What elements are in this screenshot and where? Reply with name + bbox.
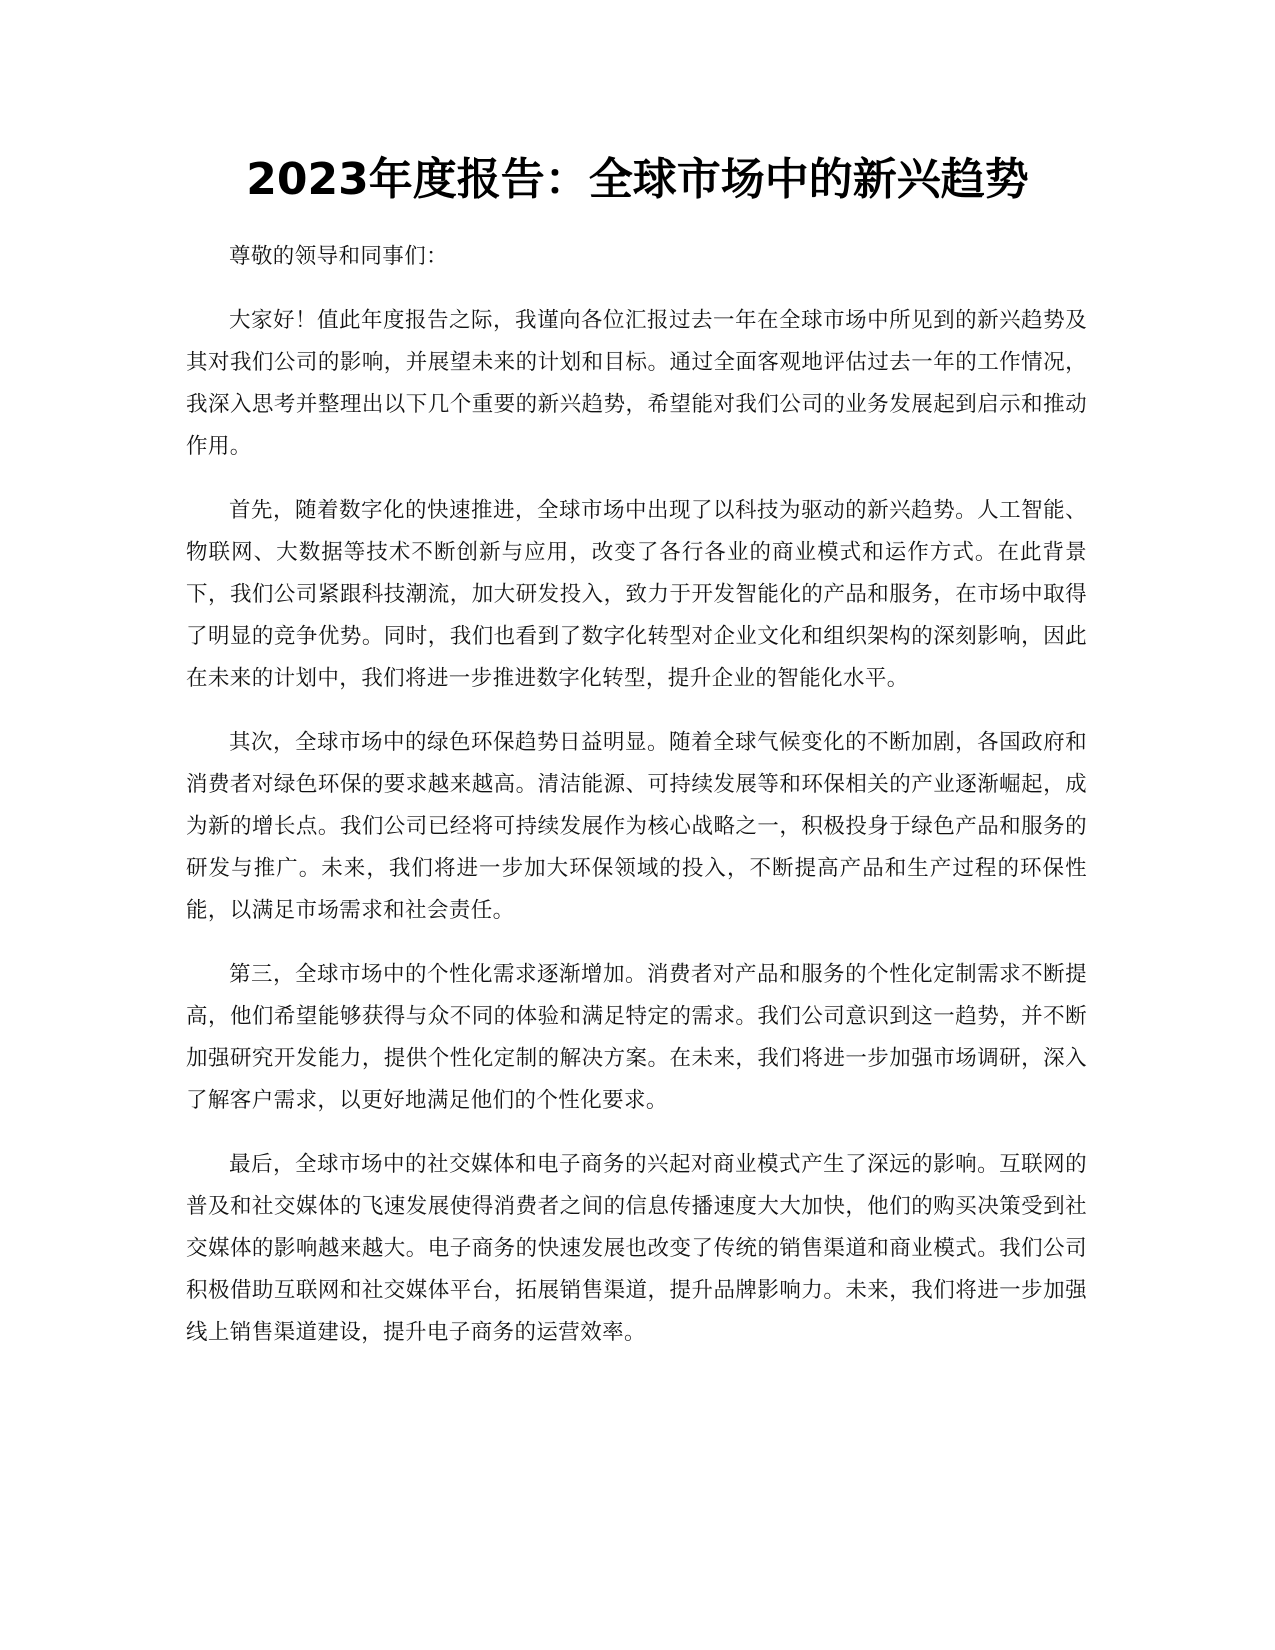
document-body bbox=[186, 236, 1087, 1376]
paragraph-personalization: 第三，全球市场中的个性化需求逐渐增加。消费者对产品和服务的个性化定制需求不断提高，他们希望能够获得与众不同的体验和满足特定的需求。我们公司意识到这一趋势，并不断加强研究开发能力，提供个性化定制的解决方案。在未来，我们将进一步加强市场调研，深入了解客户需求，以更好地满足他们的个性化要求。 bbox=[186, 962, 1087, 1113]
document-title: 2023年度报告：全球市场中的新兴趋势 bbox=[246, 154, 1029, 205]
paragraph-social-ecommerce: 最后，全球市场中的社交媒体和电子商务的兴起对商业模式产生了深远的影响。互联网的普及和社交媒体的飞速发展使得消费者之间的信息传播速度大大加快，他们的购买决策受到社交媒体的影响越来越大。电子商务的快速发展也改变了传统的销售渠道和商业模式。我们公司积极借助互联网和社交媒体平台，拓展销售渠道，提升品牌影响力。未来，我们将进一步加强线上销售渠道建设，提升电子商务的运营效率。 bbox=[186, 1152, 1087, 1345]
paragraph-green: 其次，全球市场中的绿色环保趋势日益明显。随着全球气候变化的不断加剧，各国政府和消费者对绿色环保的要求越来越高。清洁能源、可持续发展等和环保相关的产业逐渐崛起，成为新的增长点。我们公司已经将可持续发展作为核心战略之一，积极投身于绿色产品和服务的研发与推广。未来，我们将进一步加大环保领域的投入，不断提高产品和生产过程的环保性能，以满足市场需求和社会责任。 bbox=[186, 730, 1087, 923]
paragraph-digitalization: 首先，随着数字化的快速推进，全球市场中出现了以科技为驱动的新兴趋势。人工智能、物联网、大数据等技术不断创新与应用，改变了各行各业的商业模式和运作方式。在此背景下，我们公司紧跟科技潮流，加大研发投入，致力于开发智能化的产品和服务，在市场中取得了明显的竞争优势。同时，我们也看到了数字化转型对企业文化和组织架构的深刻影响，因此在未来的计划中，我们将进一步推进数字化转型，提升企业的智能化水平。 bbox=[186, 498, 1087, 691]
salutation: 尊敬的领导和同事们： bbox=[229, 244, 449, 269]
paragraph-intro: 大家好！值此年度报告之际，我谨向各位汇报过去一年在全球市场中所见到的新兴趋势及其对我们公司的影响，并展望未来的计划和目标。通过全面客观地评估过去一年的工作情况，我深入思考并整理出以下几个重要的新兴趋势，希望能对我们公司的业务发展起到启示和推动作用。 bbox=[186, 308, 1087, 459]
